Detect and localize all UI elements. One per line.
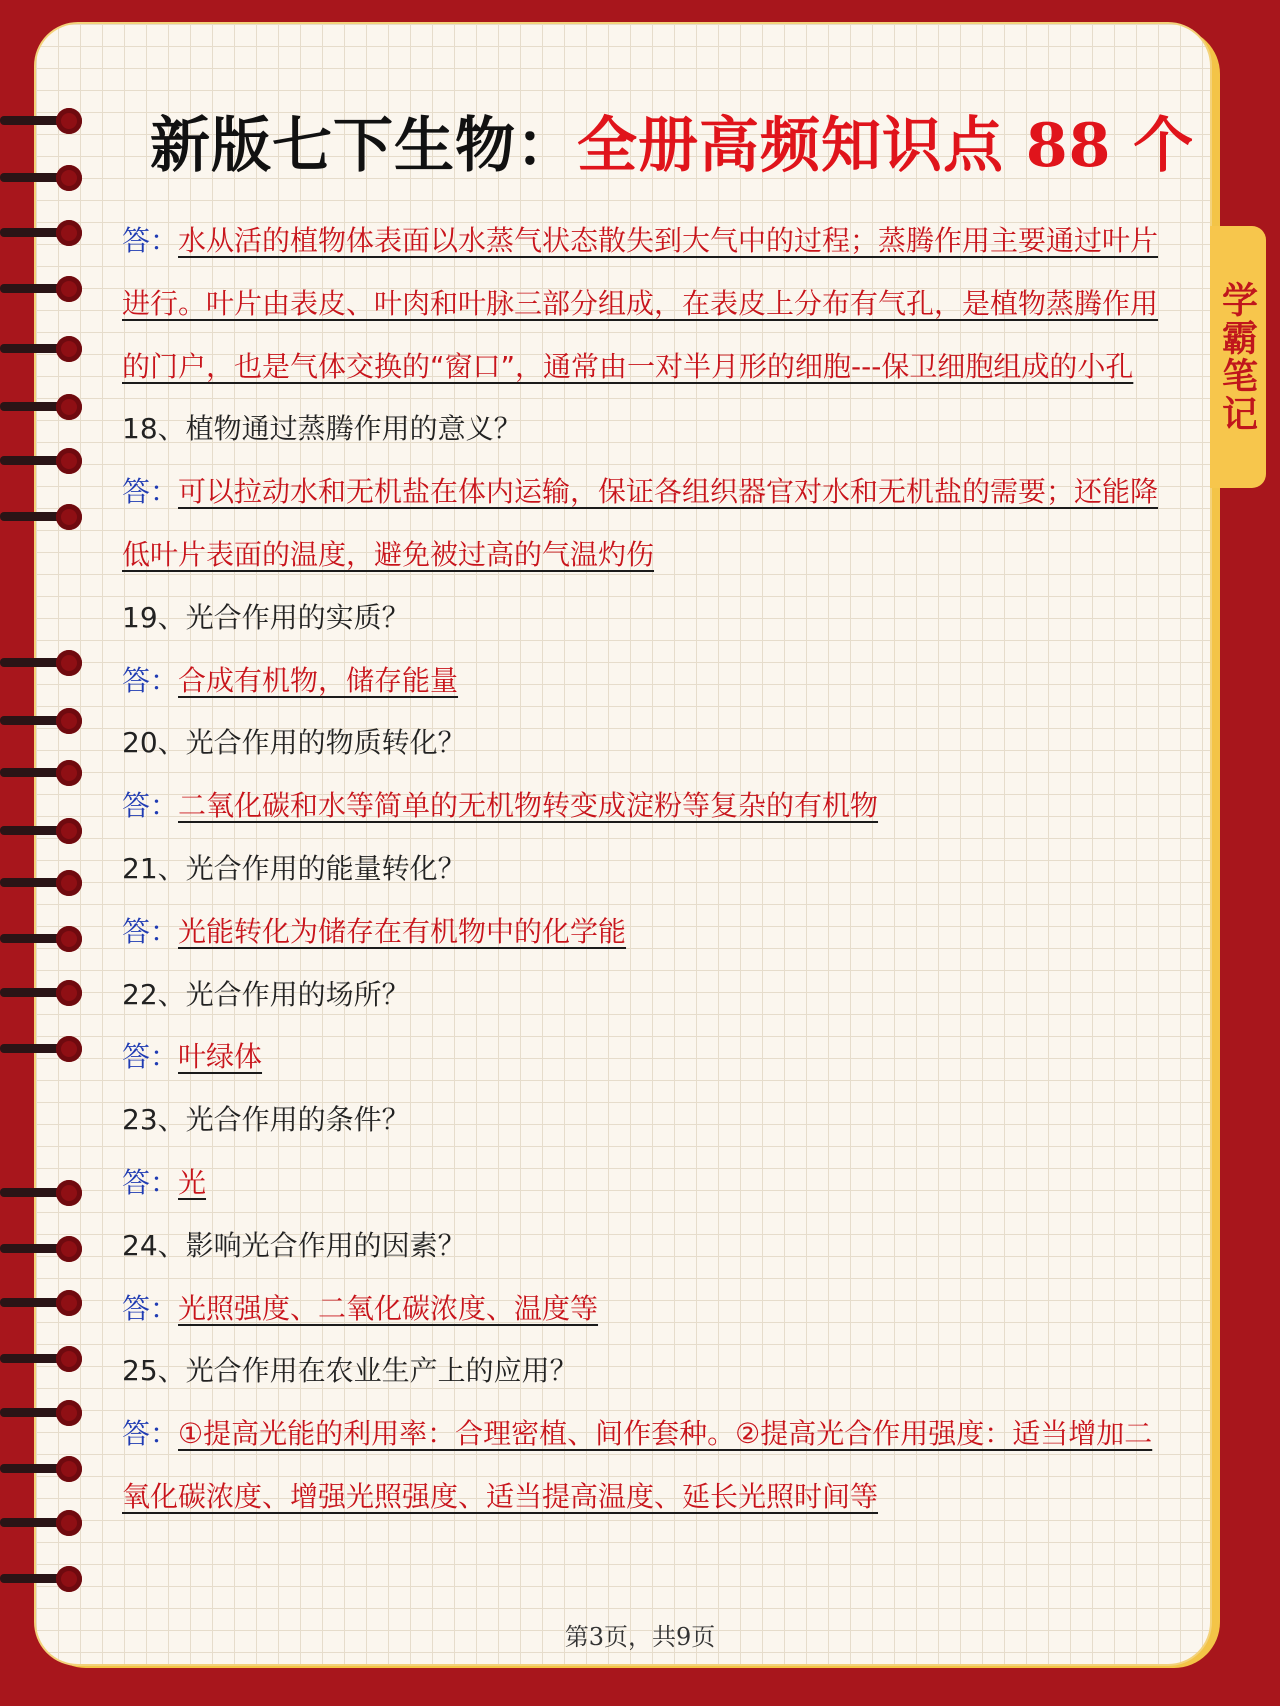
binding-ring — [0, 108, 86, 132]
answer-label: 答： — [122, 1040, 179, 1074]
answer-label: 答： — [122, 789, 179, 823]
question-item — [122, 1089, 1172, 1152]
answer-item — [122, 461, 1172, 587]
question-text: 23、光合作用的条件？ — [122, 1103, 410, 1137]
answer-item — [122, 650, 1172, 713]
question-text: 19、光合作用的实质？ — [122, 600, 410, 634]
page-title — [150, 98, 1194, 184]
binding-ring — [0, 220, 86, 244]
answer-text: 二氧化碳和水等简单的无机物转变成淀粉等复杂的有机物 — [178, 789, 879, 823]
binding-ring — [0, 1510, 86, 1534]
binding-ring — [0, 926, 86, 950]
answer-text: 光 — [178, 1165, 207, 1199]
binding-ring — [0, 980, 86, 1004]
question-item — [122, 398, 1172, 461]
binding-ring — [0, 336, 86, 360]
answer-label: 答： — [122, 224, 179, 257]
binding-ring — [0, 1180, 86, 1204]
question-text: 20、光合作用的物质转化？ — [122, 726, 466, 760]
answer-item — [122, 1403, 1172, 1529]
answer-label: 答： — [122, 1165, 179, 1199]
answer-text: 水从活的植物体表面以水蒸气状态散失到大气中的过程；蒸腾作用主要通过叶片进行。叶片由表皮、叶肉和叶脉三部分组成，在表皮上分布有气孔，是植物蒸腾作用的门户，也是气体交换的“窗口”，通常由一对半月形的细胞---保卫细胞组成的小孔 — [122, 224, 1159, 383]
answer-item — [122, 1152, 1172, 1215]
binding-ring — [0, 650, 86, 674]
answer-text: 光照强度、二氧化碳浓度、温度等 — [178, 1291, 599, 1325]
question-text: 21、光合作用的能量转化？ — [122, 851, 466, 885]
binding-ring — [0, 1036, 86, 1060]
question-text: 18、植物通过蒸腾作用的意义？ — [122, 412, 522, 446]
answer-label: 答： — [122, 475, 179, 509]
answer-item — [122, 1278, 1172, 1341]
title-part2: 全册高频知识点 88 个 — [577, 111, 1195, 181]
binding-ring — [0, 276, 86, 300]
binding-ring — [0, 504, 86, 528]
binding-ring — [0, 708, 86, 732]
binding-ring — [0, 1290, 86, 1314]
answer-text: 光能转化为储存在有机物中的化学能 — [178, 914, 627, 948]
answer-label: 答： — [122, 663, 179, 697]
answer-label: 答： — [122, 1417, 179, 1451]
question-item — [122, 712, 1172, 775]
binding-ring — [0, 870, 86, 894]
answer-text: 可以拉动水和无机盐在体内运输，保证各组织器官对水和无机盐的需要；还能降低叶片表面的温度，避免被过高的气温灼伤 — [122, 475, 1159, 571]
title-part1: 新版七下生物： — [150, 111, 577, 181]
side-tab — [1210, 226, 1266, 488]
question-item — [122, 1215, 1172, 1278]
question-item — [122, 587, 1172, 650]
question-text: 25、光合作用在农业生产上的应用？ — [122, 1354, 578, 1388]
binding-ring — [0, 448, 86, 472]
question-text: 22、光合作用的场所？ — [122, 977, 410, 1011]
binding-ring — [0, 1236, 86, 1260]
binding-ring — [0, 394, 86, 418]
answer-item — [122, 1026, 1172, 1089]
answer-item — [122, 775, 1172, 838]
answer-text: 叶绿体 — [178, 1040, 263, 1074]
binding-ring — [0, 818, 86, 842]
answer-label: 答： — [122, 914, 179, 948]
binding-ring — [0, 760, 86, 784]
question-item — [122, 838, 1172, 901]
question-item — [122, 964, 1172, 1027]
answer-text: ①提高光能的利用率：合理密植、间作套种。②提高光合作用强度：适当增加二氧化碳浓度、增强光照强度、适当提高温度、延长光照时间等 — [122, 1417, 1153, 1513]
question-item — [122, 1340, 1172, 1403]
binding-ring — [0, 1346, 86, 1370]
page-number: 第3页，共9页 — [564, 1623, 716, 1651]
qa-list — [122, 210, 1172, 1529]
answer-item — [122, 210, 1172, 398]
binding-ring — [0, 1400, 86, 1424]
question-text: 24、影响光合作用的因素？ — [122, 1228, 466, 1262]
side-tab-label: 学霸笔记 — [1216, 281, 1259, 433]
answer-text: 合成有机物，储存能量 — [178, 663, 459, 697]
binding-ring — [0, 1566, 86, 1590]
answer-label: 答： — [122, 1291, 179, 1325]
answer-item — [122, 901, 1172, 964]
binding-ring — [0, 165, 86, 189]
binding-ring — [0, 1456, 86, 1480]
